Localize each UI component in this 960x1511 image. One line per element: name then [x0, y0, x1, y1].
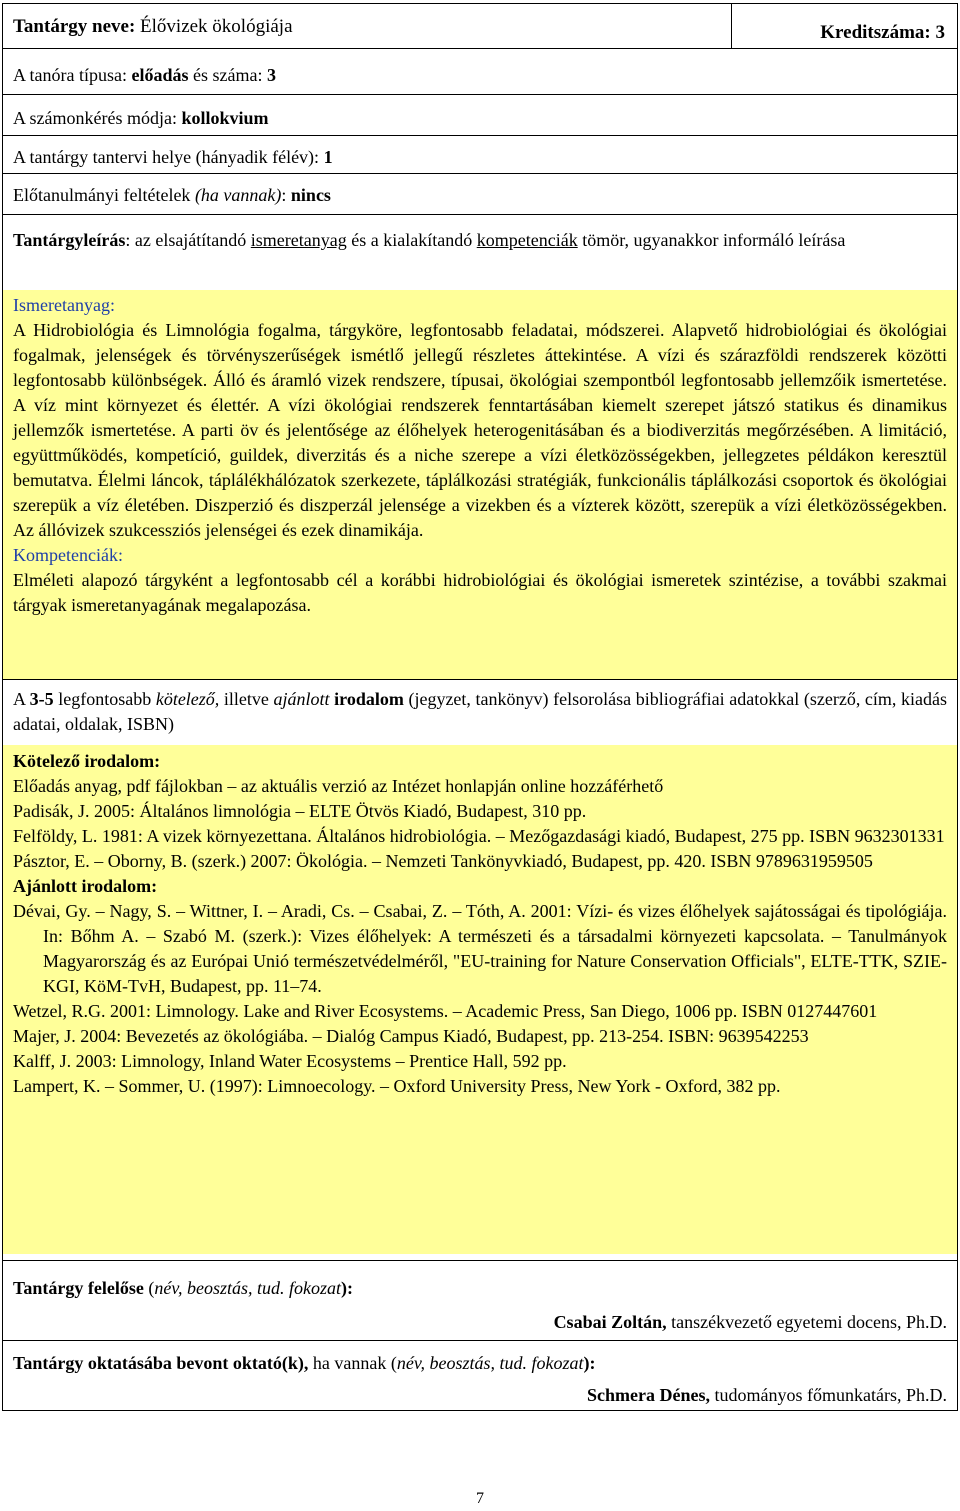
teacher-title: tudományos főmunkatárs, Ph.D.	[710, 1385, 947, 1405]
knowledge-section	[3, 290, 957, 679]
knowledge-link: ismeretanyag	[250, 230, 347, 250]
subject-name: Élővizek ökológiája	[140, 16, 293, 37]
description-row	[3, 228, 957, 253]
class-type-value: előadás	[131, 65, 189, 85]
intro-text: legfontosabb	[53, 689, 156, 709]
semester-row	[3, 145, 957, 170]
responsible-row	[3, 1276, 957, 1301]
rule	[3, 1260, 957, 1261]
responsible-name: Csabai Zoltán,	[553, 1312, 667, 1332]
mandatory-heading: Kötelező irodalom:	[13, 751, 161, 771]
header-divider	[731, 4, 732, 48]
knowledge-body: A Hidrobiológia és Limnológia fogalma, tárgyköre, legfontosabb feladatai, módszerei. Alapvető hidrobiológiai és ökológiai fogalmak, jelenségek és törvényszerűségek ismétlő jellegű részletes áttekintése. A vízi és szárazföldi rendszerek közötti legfontosabb különbségek. Álló és áramló vizek rendszere, típusai, ökológiai szempontból legfontosabb jellemzőik ismertetése. A víz mint környezet és élettér. A vízi ökológiai rendszerek fenntartásában kiemelt szerepet játszó statikus és dinamikus jellemzők ismertetése. A parti öv és jelentősége az élőhelyek heterogenitásában és a biodiverzitás megőrzésében. A limitáció, együttműködés, kompetíció, guildek, diverzitás és a niche szerepe a vízi életközösségekben, jellegzetes példákon keresztül bemutatva. Élelmi láncok, táplálékhálózatok szerkezete, táplálkozási stratégiák, funkcionális táplálkozási csoportok és ökológiai szerepük a víz életében. Diszperzió és diszperzál jelensége a vizekben és a vízterek között, szerepük a vízi életközösségekben. Az állóvizek szukcessziós jelenségei és ezek dinamikája.	[13, 320, 947, 540]
course-sheet	[2, 3, 958, 1411]
mandatory-item: Padisák, J. 2005: Általános limnológia – ELTE Ötvös Kiadó, Budapest, 310 pp.	[13, 801, 587, 821]
responsible-person	[3, 1310, 957, 1335]
recommended-heading: Ajánlott irodalom:	[13, 876, 158, 896]
intro-text: (jegyzet, tankönyv) felsorolása bibliográfiai adatokkal (szerző, cím, kiadás adatai, oldalak, ISBN)	[13, 689, 948, 734]
mandatory-item: Felföldy, L. 1981: A vizek környezettana. Általános hidrobiológia. – Mezőgazdasági kiadó, Budapest, 275 pp. ISBN 9632301331	[13, 826, 945, 846]
semester-value: 1	[323, 147, 333, 167]
prereq-value: nincs	[290, 185, 331, 205]
prereq-label: Előtanulmányi feltételek	[13, 185, 195, 205]
responsible-colon: ):	[340, 1278, 353, 1298]
intro-literature: irodalom	[334, 689, 404, 709]
rule	[3, 48, 957, 49]
teachers-label: Tantárgy oktatásába bevont oktató(k),	[13, 1353, 309, 1373]
class-type-label: A tanóra típusa:	[13, 65, 132, 85]
subject-label: Tantárgy neve:	[13, 16, 141, 37]
prereq-note: (ha vannak)	[194, 185, 282, 205]
description-text: tömör, ugyanakkor informáló leírása	[577, 230, 846, 250]
intro-recommended: ajánlott	[273, 689, 330, 709]
competence-heading: Kompetenciák:	[13, 545, 123, 565]
teachers-note: név, beosztás, tud. fokozat	[396, 1353, 584, 1373]
recommended-item: Majer, J. 2004: Bevezetés az ökológiába. – Dialóg Campus Kiadó, Budapest, pp. 213-254. ISBN: 9639542253	[13, 1026, 809, 1046]
description-text: : az elsajátítandó	[125, 230, 251, 250]
exam-value: kollokvium	[181, 108, 269, 128]
recommended-item: Dévai, Gy. – Nagy, S. – Wittner, I. – Aradi, Cs. – Csabai, Z. – Tóth, A. 2001: Vízi- és vizes élőhelyek sajátosságai és tipológiája. In: Bőhm A. – Szabó M. (szerk.): Vizes élőhelyek: A természeti és a társadalmi környezeti kapcsolata. – Tanulmányok Magyarország és az Európai Unió természetvédelméről, "EU-training for Nature Conservation Officials", ELTE-TTK, SZIE-KGI, KöM-TvH, Budapest, pp. 11–74.	[13, 901, 947, 996]
responsible-title: tanszékvezető egyetemi docens, Ph.D.	[666, 1312, 947, 1332]
teacher-person	[3, 1383, 957, 1408]
class-count-value: 3	[266, 65, 276, 85]
rule	[3, 214, 957, 215]
responsible-label: Tantárgy felelőse	[13, 1278, 144, 1298]
responsible-paren: (	[143, 1278, 155, 1298]
rule	[3, 135, 957, 136]
rule	[3, 1340, 957, 1341]
teachers-paren: ha vannak (	[308, 1353, 397, 1373]
teachers-colon: ):	[583, 1353, 596, 1373]
recommended-item: Wetzel, R.G. 2001: Limnology. Lake and River Ecosystems. – Academic Press, San Diego, 1006 pp. ISBN 0127447601	[13, 1001, 878, 1021]
teacher-name: Schmera Dénes,	[587, 1385, 711, 1405]
prereq-row	[3, 183, 957, 208]
class-type-row	[3, 63, 957, 88]
exam-label: A számonkérés módja:	[13, 108, 182, 128]
description-title: Tantárgyleírás	[13, 230, 126, 250]
intro-mandatory: kötelező,	[155, 689, 220, 709]
competence-body: Elméleti alapozó tárgyként a legfontosabb cél a korábbi hidrobiológiai és ökológiai ismeretek szintézise, a további szakmai tárgyak ismeretanyagának megalapozása.	[13, 570, 947, 615]
semester-label: A tantárgy tantervi helye (hányadik félév):	[13, 147, 324, 167]
recommended-item: Kalff, J. 2003: Limnology, Inland Water Ecosystems – Prentice Hall, 592 pp.	[13, 1051, 567, 1071]
intro-count: 3-5	[29, 689, 54, 709]
literature-intro	[3, 687, 957, 737]
responsible-note: név, beosztás, tud. fokozat	[154, 1278, 341, 1298]
recommended-item: Lampert, K. – Sommer, U. (1997): Limnoecology. – Oxford University Press, New York - Oxford, 382 pp.	[13, 1076, 781, 1096]
intro-text: A	[13, 689, 30, 709]
mandatory-item: Pásztor, E. – Oborny, B. (szerk.) 2007: Ökológia. – Nemzeti Tankönyvkiadó, Budapest, pp. 420. ISBN 9789631959505	[13, 851, 873, 871]
class-count-label: és száma:	[188, 65, 267, 85]
rule	[3, 679, 957, 680]
prereq-colon: :	[281, 185, 291, 205]
credits-label: Kreditszáma: 3	[820, 22, 945, 43]
teachers-row	[3, 1351, 957, 1376]
exam-row	[3, 106, 957, 131]
intro-text: illetve	[219, 689, 274, 709]
knowledge-heading: Ismeretanyag:	[13, 295, 115, 315]
description-text: és a kialakítandó	[346, 230, 477, 250]
header-row	[3, 14, 957, 44]
competence-link: kompetenciák	[476, 230, 578, 250]
mandatory-item: Előadás anyag, pdf fájlokban – az aktuális verzió az Intézet honlapján online hozzáférhető	[13, 776, 664, 796]
literature-section	[3, 745, 957, 1254]
rule	[3, 94, 957, 95]
rule	[3, 173, 957, 174]
page-number: 7	[476, 1490, 484, 1507]
